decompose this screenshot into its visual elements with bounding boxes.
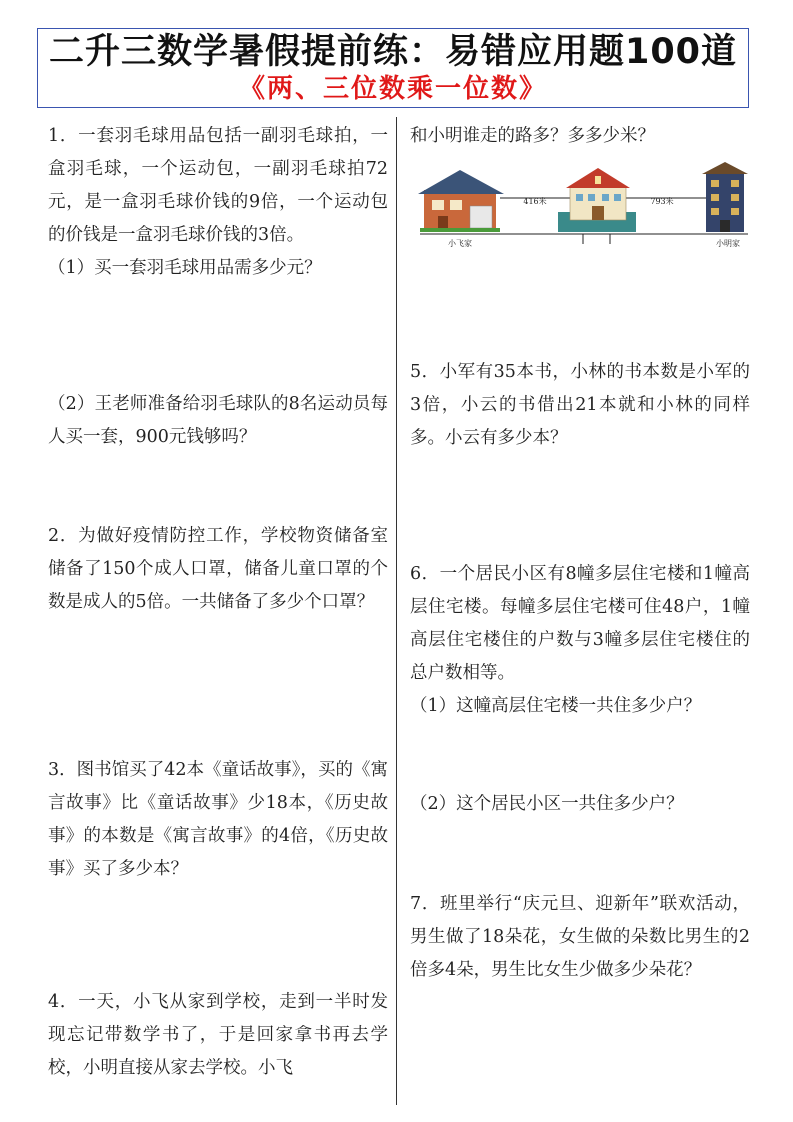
question-7-text: 7．班里举行“庆元旦、迎新年”联欢活动，男生做了18朵花，女生做的朵数比男生的2倍多4朵，男生比女生少做多少朵花？ <box>410 894 750 980</box>
question-1-text: 1．一套羽毛球用品包括一副羽毛球拍，一盒羽毛球，一个运动包，一副羽毛球拍72元，是一盒羽毛球价钱的9倍，一个运动包的价钱是一盒羽毛球价钱的3倍。 <box>48 126 388 245</box>
xiaofei-home-label: 小飞家 <box>448 239 472 248</box>
route-diagram <box>410 162 755 252</box>
question-1-part-1: （1）买一套羽毛球用品需多少元？ <box>48 258 322 278</box>
page-subtitle: 《两、三位数乘一位数》 <box>238 74 547 104</box>
question-4-text: 4．一天，小飞从家到学校，走到一半时发现忘记带数学书了，于是回家拿书再去学校，小明直接从家去学校。小飞 <box>48 992 388 1078</box>
xiaoming-home-label: 小明家 <box>716 239 740 248</box>
question-3 <box>48 754 388 886</box>
question-6-part-1: （1）这幢高层住宅楼一共住多少户？ <box>410 696 702 716</box>
question-1-part-2: （2）王老师准备给羽毛球队的8名运动员每人买一套，900元钱够吗？ <box>48 394 388 447</box>
question-5-text: 5．小军有35本书，小林的书本数是小军的3倍，小云的书借出21本就和小林的同样多。小云有多少本？ <box>410 362 750 448</box>
question-4-continued <box>410 120 750 153</box>
column-divider <box>396 117 397 1105</box>
question-7 <box>410 888 750 987</box>
question-6-part-2-block <box>410 788 750 821</box>
question-6-text: 6．一个居民小区有8幢多层住宅楼和1幢高层住宅楼。每幢多层住宅楼可住48户，1幢高层住宅楼住的户数与3幢多层住宅楼住的总户数相等。 <box>410 564 750 683</box>
question-4 <box>48 986 388 1085</box>
question-4-continued-text: 和小明谁走的路多？多多少米？ <box>410 126 655 146</box>
distance-left-label: 416米 <box>523 197 547 206</box>
xiaofei-house-icon <box>418 170 504 232</box>
question-2 <box>48 520 388 619</box>
question-5 <box>410 356 750 455</box>
question-2-text: 2．为做好疫情防控工作，学校物资储备室储备了150个成人口罩，储备儿童口罩的个数是成人的5倍。一共储备了多少个口罩？ <box>48 526 388 612</box>
title-box <box>37 28 749 108</box>
page-title: 二升三数学暑假提前练：易错应用题100道 <box>48 32 738 72</box>
school-icon <box>558 168 636 232</box>
xiaoming-building-icon <box>702 162 748 232</box>
question-1-part-2-block <box>48 388 388 454</box>
question-1 <box>48 120 388 285</box>
question-6 <box>410 558 750 723</box>
question-6-part-2: （2）这个居民小区一共住多少户？ <box>410 794 684 814</box>
distance-right-label: 793米 <box>650 197 674 206</box>
question-3-text: 3．图书馆买了42本《童话故事》，买的《寓言故事》比《童话故事》少18本，《历史故事》的本数是《寓言故事》的4倍，《历史故事》买了多少本？ <box>48 760 388 879</box>
